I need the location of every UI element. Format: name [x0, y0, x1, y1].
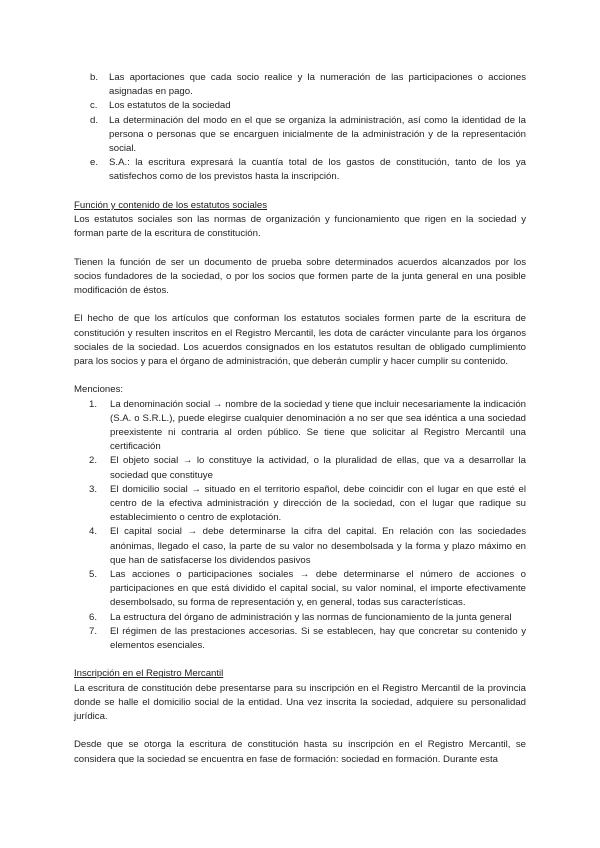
list-item-text: S.A.: la escritura expresará la cuantía total de los gastos de constitución, tanto de los ya satisfechos como de los previstos hasta la inscripción.: [109, 157, 526, 183]
list-item-text: La determinación del modo en el que se organiza la administración, así como la identidad de la persona o personas que se encarguen inicialmente de la administración y de la representación social.: [109, 114, 526, 155]
list-item: [74, 483, 526, 526]
list-item-text: El régimen de las prestaciones accesorias. Si se establecen, hay que concretar su contenido y elementos esenciales.: [110, 625, 526, 652]
list-item-text: El domicilio social → situado en el territorio español, debe coincidir con el lugar en que esté el centro de la efectiva administración y dirección de la sociedad, con el lugar que radique su establecimiento o centro de explotación.: [110, 483, 526, 524]
paragraph: Desde que se otorga la escritura de constitución hasta su inscripción en el Registro Mercantil, se considera que la sociedad se encuentra en fase de formación: sociedad en formación. Durante esta: [74, 739, 526, 765]
list-marker: 6.: [89, 611, 98, 623]
lettered-list: [74, 71, 526, 185]
spacer: [74, 369, 526, 383]
list-item: [74, 99, 526, 113]
list-item-text: El capital social → debe determinarse la cifra del capital. En relación con las sociedades anónimas, llegado el caso, la parte de su valor no desembolsada y la forma y plazo máximo en que han de satisfacerse los dividendos pasivos: [110, 526, 526, 566]
list-item-text: El objeto social → lo constituye la actividad, o la pluralidad de ellas, que va a desarrollar la sociedad que constituye: [110, 455, 526, 481]
spacer: [74, 241, 526, 255]
spacer: [74, 653, 526, 667]
list-marker: b.: [90, 72, 99, 83]
list-marker: 2.: [89, 455, 98, 467]
list-marker: 4.: [89, 526, 98, 538]
paragraph: Tienen la función de ser un documento de prueba sobre determinados acuerdos alcanzados por los socios fundadores de la sociedad, o por los socios que formen parte de la junta general en una posible modificación de éstos.: [74, 256, 526, 297]
list-item-text: Las acciones o participaciones sociales → debe determinarse el número de acciones o participaciones en que está dividido el capital social, su valor nominal, el importe efectivamente desembolsado, su forma de representación y, en general, todas sus características.: [110, 569, 526, 609]
spacer: [74, 298, 526, 312]
spacer: [74, 724, 526, 738]
paragraph: El hecho de que los artículos que conforman los estatutos sociales formen parte de la escritura de constitución y resulten inscritos en el Registro Mercantil, les dota de carácter vinculante para los órganos sociales de la sociedad. Los acuerdos consignados en los estatutos resultan de obligado cumplimiento para los socios y para el órgano de administración, que deberán cumplir y hacer cumplir su contenido.: [74, 313, 526, 368]
menciones-label: Menciones:: [74, 384, 124, 396]
list-marker: e.: [90, 157, 99, 169]
list-marker: d.: [90, 114, 99, 126]
list-marker: 7.: [89, 625, 98, 637]
list-item: [74, 611, 526, 625]
list-item-text: La estructura del órgano de administración y las normas de funcionamiento de la junta general: [110, 611, 512, 623]
list-marker: c.: [90, 100, 98, 112]
list-marker: 3.: [89, 483, 98, 495]
paragraph: Los estatutos sociales son las normas de organización y funcionamiento que rigen en la sociedad y forman parte de la escritura de constitución.: [74, 214, 526, 240]
list-item: [74, 398, 526, 455]
list-item-text: La denominación social → nombre de la sociedad y tiene que incluir necesariamente la indicación (S.A. o S.R.L.), puede elegirse cualquier denominación a no ser que sea idéntica a una sociedad preexistente ni contraria al orden público. Se tiene que solicitar al Registro Mercantil una certificación: [110, 398, 526, 453]
list-item-text: Las aportaciones que cada socio realice y la numeración de las participaciones o acciones asignadas en pago.: [109, 72, 526, 98]
list-item: [74, 156, 526, 184]
numbered-list: [74, 398, 526, 654]
list-item: [74, 454, 526, 482]
section-heading-inscripcion: Inscripción en el Registro Mercantil: [74, 668, 224, 680]
spacer: [74, 185, 526, 199]
list-item: [74, 568, 526, 611]
list-item: [74, 625, 526, 653]
paragraph: La escritura de constitución debe presentarse para su inscripción en el Registro Mercantil de la provincia donde se halle el domicilio social de la entidad. Una vez inscrita la sociedad, adquiere su personalidad jurídica.: [74, 682, 526, 723]
list-marker: 5.: [89, 569, 98, 581]
list-item-text: Los estatutos de la sociedad: [109, 100, 231, 112]
list-item: [74, 114, 526, 157]
section-heading-estatutos: Función y contenido de los estatutos sociales: [74, 199, 268, 211]
list-item: [74, 525, 526, 568]
document-page: [74, 71, 526, 767]
list-item: [74, 71, 526, 99]
list-marker: 1.: [89, 398, 98, 410]
